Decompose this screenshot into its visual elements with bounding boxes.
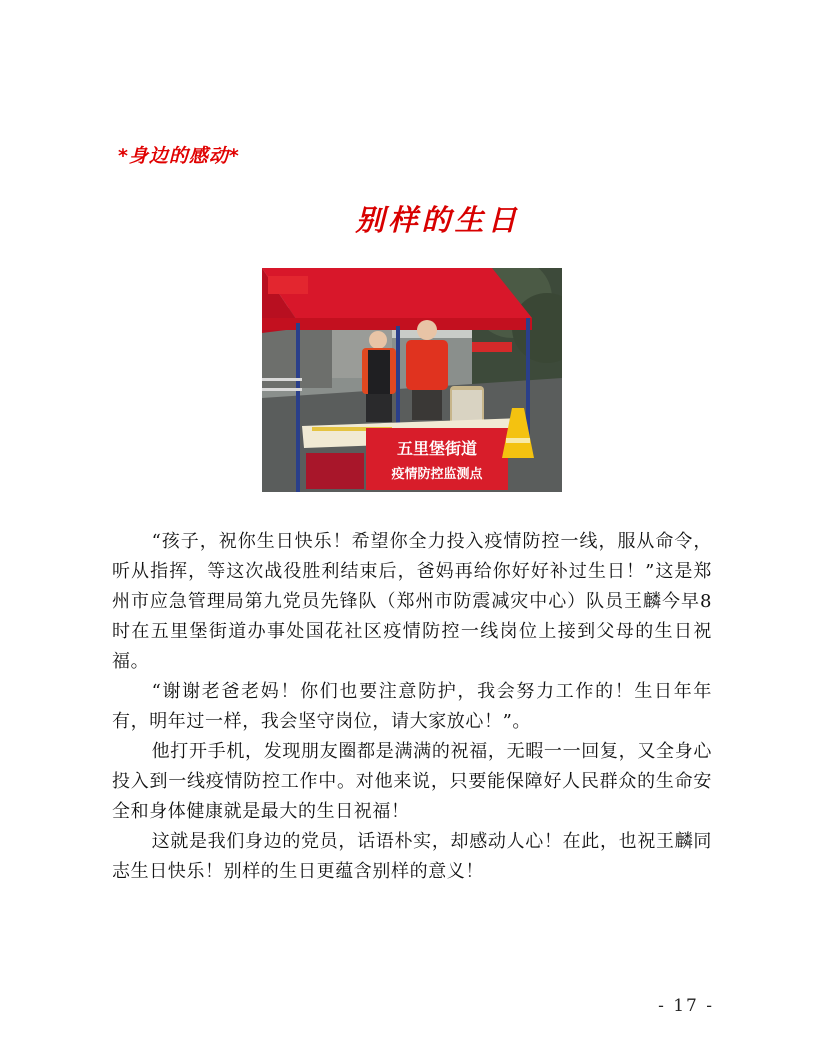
- section-tag: *身边的感动*: [118, 145, 240, 167]
- article-body: [112, 527, 712, 887]
- paragraph: “孩子，祝你生日快乐！希望你全力投入疫情防控一线，服从命令，听从指挥，等这次战役胜利结束后，爸妈再给你好好补过生日！”这是郑州市应急管理局第九党员先锋队（郑州市防震减灾中心）队员王麟今早8时在五里堡街道办事处国花社区疫情防控一线岗位上接到父母的生日祝福。: [112, 531, 712, 672]
- article-title: 别样的生日: [355, 203, 521, 237]
- page-number: - 17 -: [658, 996, 714, 1016]
- article-photo: [262, 268, 562, 492]
- paragraph: “谢谢老爸老妈！你们也要注意防护，我会努力工作的！生日年年有，明年过一样，我会坚守岗位，请大家放心！”。: [112, 681, 712, 732]
- paragraph: 这就是我们身边的党员，话语朴实，却感动人心！在此，也祝王麟同志生日快乐！别样的生日更蕴含别样的意义！: [112, 831, 712, 882]
- banner-line1: 五里堡街道: [396, 439, 478, 458]
- paragraph: 他打开手机，发现朋友圈都是满满的祝福，无暇一一回复，又全身心投入到一线疫情防控工作中。对他来说，只要能保障好人民群众的生命安全和身体健康就是最大的生日祝福！: [112, 741, 712, 822]
- banner-line2: 疫情防控监测点: [391, 467, 483, 482]
